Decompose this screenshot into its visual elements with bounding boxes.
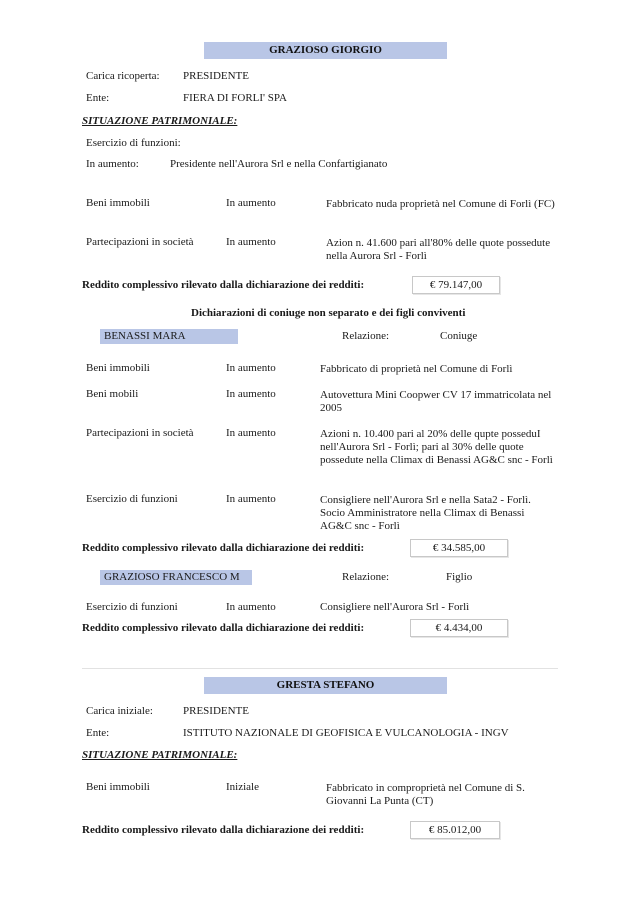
child-row1-category: Esercizio di funzioni [86,601,178,613]
spouse-row4-status: In aumento [226,493,276,505]
child-reddito-value: € 4.434,00 [410,619,508,637]
person1-row2-status: In aumento [226,236,276,248]
person1-ente-label: Ente: [86,92,110,104]
spouse-relazione-value: Coniuge [440,330,478,342]
family-heading: Dichiarazioni di coniuge non separato e dei figli conviventi [191,307,466,319]
person1-row2-detail: Azion n. 41.600 pari all'80% delle quote possedute nella Aurora Srl - Forlì [326,237,551,262]
spouse-row2-status: In aumento [226,388,276,400]
child-reddito-label: Reddito complessivo rilevato dalla dichiarazione dei redditi: [82,622,365,634]
child-row1-detail: Consigliere nell'Aurora Srl - Forlì [320,601,470,613]
spouse-row2-detail: Autovettura Mini Coopwer CV 17 immatricolata nel 2005 [320,389,552,414]
person2-carica-value: PRESIDENTE [183,705,249,717]
separator [82,668,558,669]
person1-esercizio-label: Esercizio di funzioni: [86,137,181,149]
spouse-row2-category: Beni mobili [86,388,139,400]
person1-in-aumento-label: In aumento: [86,158,139,170]
spouse-reddito-label: Reddito complessivo rilevato dalla dichiarazione dei redditi: [82,542,365,554]
spouse-row1-status: In aumento [226,362,276,374]
spouse-relazione-label: Relazione: [342,330,390,342]
person1-reddito-value: € 79.147,00 [412,276,500,294]
person1-name-header: GRAZIOSO GIORGIO [204,42,447,59]
child-row1-status: In aumento [226,601,276,613]
spouse-row1-category: Beni immobili [86,362,150,374]
person1-reddito-label: Reddito complessivo rilevato dalla dichiarazione dei redditi: [82,279,365,291]
person2-reddito-label: Reddito complessivo rilevato dalla dichiarazione dei redditi: [82,824,365,836]
person2-row1-detail: Fabbricato in comproprietà nel Comune di S. Giovanni La Punta (CT) [326,782,525,807]
child-name-bar: GRAZIOSO FRANCESCO M [100,570,252,585]
person1-carica-label: Carica ricoperta: [86,70,160,82]
spouse-row4-detail: Consigliere nell'Aurora Srl e nella Sata2 - Forlì. Socio Amministratore nella Climax di Benassi AG&C snc - Forlì [320,494,531,532]
person1-row1-status: In aumento [226,197,276,209]
person2-ente-label: Ente: [86,727,110,739]
person2-name-header: GRESTA STEFANO [204,677,447,694]
person1-row1-detail: Fabbricato nuda proprietà nel Comune di Forlì (FC) [326,198,555,210]
person2-section-title: SITUAZIONE PATRIMONIALE: [82,749,238,761]
person1-ente-value: FIERA DI FORLI' SPA [183,92,287,104]
person2-row1-category: Beni immobili [86,781,150,793]
person2-reddito-value: € 85.012,00 [410,821,500,839]
spouse-row1-detail: Fabbricato di proprietà nel Comune di Forlì [320,363,513,375]
person1-carica-value: PRESIDENTE [183,70,249,82]
child-relazione-label: Relazione: [342,571,390,583]
spouse-reddito-value: € 34.585,00 [410,539,508,557]
person2-ente-value: ISTITUTO NAZIONALE DI GEOFISICA E VULCANOLOGIA - INGV [183,727,509,739]
spouse-row3-detail: Azioni n. 10.400 pari al 20% delle qupte posseduI nell'Aurora Srl - Forlì; pari al 30% delle quote possedute nella Climax di Benassi AG&C snc - Forlì [320,428,553,466]
spouse-row3-category: Partecipazioni in società [86,427,194,439]
spouse-row4-category: Esercizio di funzioni [86,493,178,505]
person1-row2-category: Partecipazioni in società [86,236,194,248]
person1-row1-category: Beni immobili [86,197,150,209]
person2-row1-status: Iniziale [226,781,259,793]
person1-section-title: SITUAZIONE PATRIMONIALE: [82,115,238,127]
child-relazione-value: Figlio [446,571,473,583]
person2-carica-label: Carica iniziale: [86,705,153,717]
spouse-row3-status: In aumento [226,427,276,439]
person1-in-aumento-value: Presidente nell'Aurora Srl e nella Confartigianato [170,158,388,170]
spouse-name-bar: BENASSI MARA [100,329,238,344]
